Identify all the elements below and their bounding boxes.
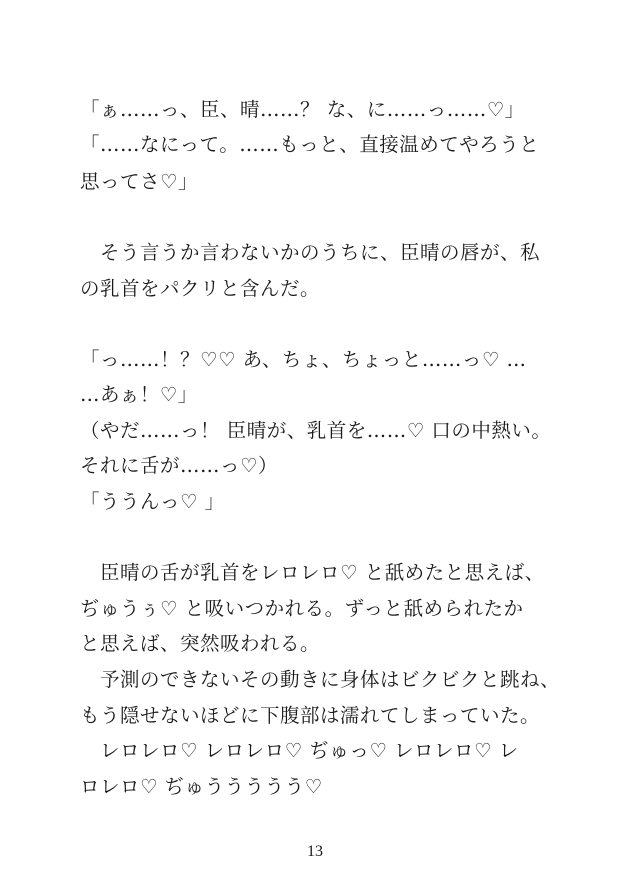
text-line: 「……なにって。……もっと、直接温めてやろうと	[80, 133, 540, 156]
text-line: レロレロ♡ レロレロ♡ ぢゅっ♡ レロレロ♡ レ	[80, 739, 519, 762]
text-line: 「っ……！？♡♡ あ、ちょ、ちょっと……っ♡ …	[80, 348, 527, 371]
text-line: そう言うか言わないかのうちに、臣晴の唇が、私	[80, 241, 541, 264]
text-line: ぢゅうぅ♡ と吸いつかれる。ずっと舐められたか	[80, 597, 524, 620]
text-line: ロレロ♡ ぢゅううううう♡	[80, 775, 323, 798]
text-line: と思えば、突然吸われる。	[80, 632, 321, 655]
text-line: の乳首をパクリと含んだ。	[80, 277, 321, 300]
page-number: 13	[307, 843, 323, 860]
text-line: 「ううんっ♡ 」	[80, 490, 225, 513]
text-line: 予測のできないその動きに身体はビクビクと跳ね、	[80, 668, 561, 691]
text-line: それに舌が……っ♡）	[80, 454, 278, 477]
text-line: もう隠せないほどに下腹部は濡れてしまっていた。	[80, 704, 541, 727]
text-line: …あぁ！♡」	[80, 383, 198, 406]
text-line: 臣晴の舌が乳首をレロレロ♡ と舐めたと思えば、	[80, 561, 545, 584]
text-line: 思ってさ♡」	[80, 170, 198, 193]
text-line: （やだ……っ！ 臣晴が、乳首を……♡ 口の中熱い。	[80, 419, 552, 442]
text-line: 「ぁ……っ、臣、晴……？ な、に……っ……♡」	[80, 98, 525, 121]
